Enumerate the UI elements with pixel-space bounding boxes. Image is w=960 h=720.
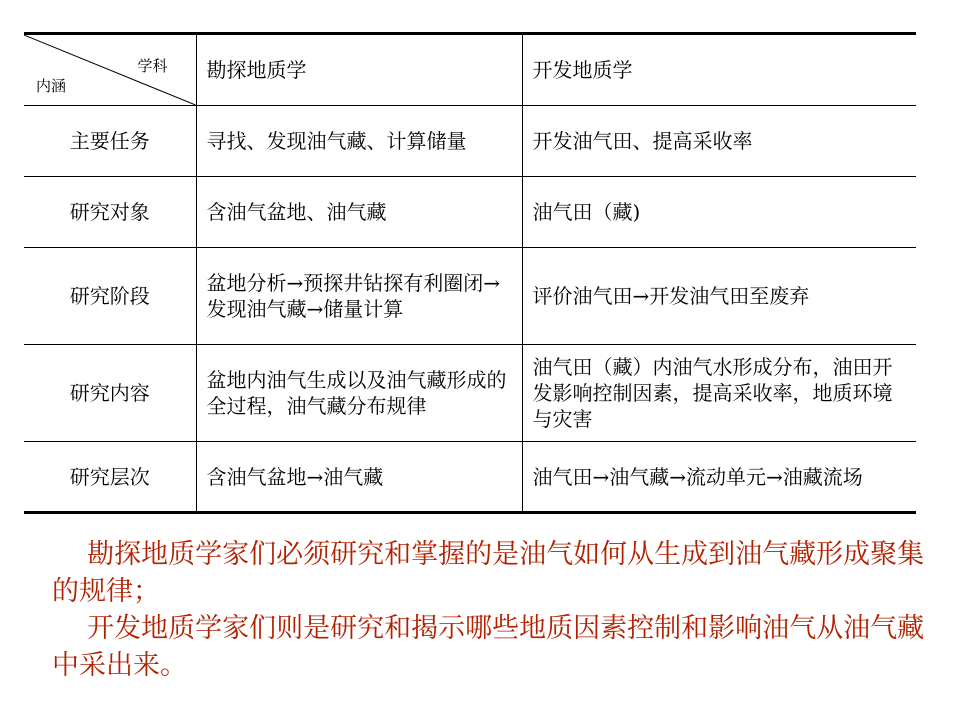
table-row xyxy=(24,442,916,513)
corner-cell xyxy=(24,34,196,106)
header-row xyxy=(24,34,916,106)
exploration-cell: 盆地分析→预探井钻探有利圈闭→发现油气藏→储量计算 xyxy=(196,248,522,345)
table-row xyxy=(24,345,916,442)
exploration-cell: 盆地内油气生成以及油气藏形成的全过程，油气藏分布规律 xyxy=(196,345,522,442)
exploration-note: 勘探地质学家们必须研究和掌握的是油气如何从生成到油气藏形成聚集的规律； xyxy=(52,539,925,607)
corner-content-label: 内涵 xyxy=(36,77,67,95)
row-label: 研究内容 xyxy=(24,345,196,442)
row-label: 研究层次 xyxy=(24,442,196,513)
development-cell: 油气田→油气藏→流动单元→油藏流场 xyxy=(522,442,916,513)
development-cell: 油气田（藏) xyxy=(522,177,916,248)
column-header-development: 开发地质学 xyxy=(522,34,916,106)
development-cell: 开发油气田、提高采收率 xyxy=(522,106,916,177)
column-header-exploration: 勘探地质学 xyxy=(196,34,522,106)
development-cell: 油气田（藏）内油气水形成分布，油田开发影响控制因素，提高采收率，地质环境与灾害 xyxy=(522,345,916,442)
row-label: 研究对象 xyxy=(24,177,196,248)
table-row xyxy=(24,248,916,345)
exploration-cell: 含油气盆地、油气藏 xyxy=(196,177,522,248)
development-cell: 评价油气田→开发油气田至废弃 xyxy=(522,248,916,345)
table-row xyxy=(24,106,916,177)
development-note: 开发地质学家们则是研究和揭示哪些地质因素控制和影响油气从油气藏中采出来。 xyxy=(52,613,925,681)
summary-notes xyxy=(52,536,932,684)
row-label: 研究阶段 xyxy=(24,248,196,345)
corner-subject-label: 学科 xyxy=(137,57,168,75)
exploration-cell: 含油气盆地→油气藏 xyxy=(196,442,522,513)
row-label: 主要任务 xyxy=(24,106,196,177)
comparison-table xyxy=(24,32,916,514)
exploration-cell: 寻找、发现油气藏、计算储量 xyxy=(196,106,522,177)
table-row xyxy=(24,177,916,248)
